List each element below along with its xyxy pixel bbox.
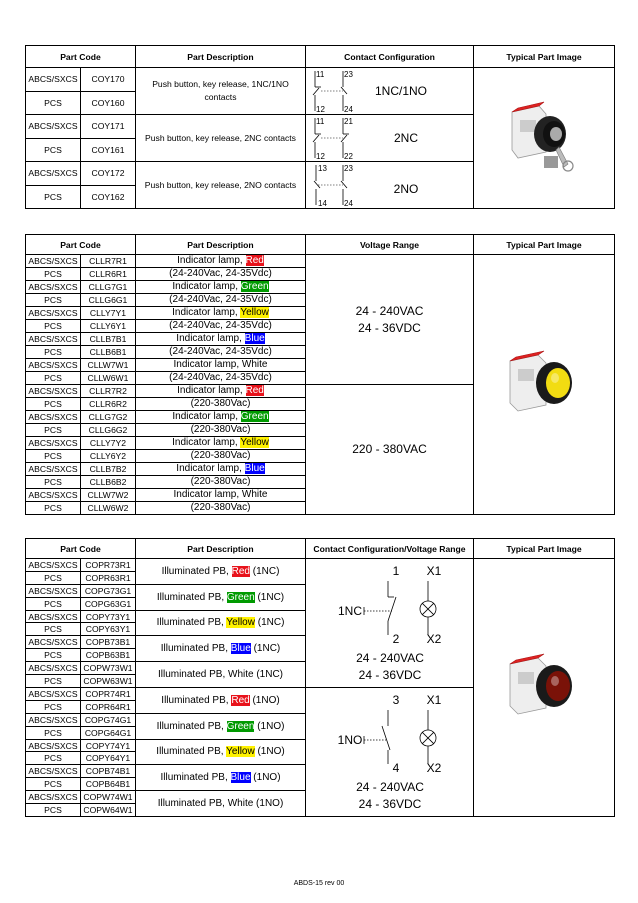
table-row	[26, 255, 615, 268]
series-cell: PCS	[26, 476, 81, 489]
description-text: (24-240Vac, 24-35Vdc)	[169, 268, 272, 279]
part-code-cell: COPG63G1	[81, 597, 136, 610]
part-code-cell: COPR63R1	[81, 571, 136, 584]
series-cell: PCS	[26, 320, 81, 333]
series-cell: PCS	[26, 502, 81, 515]
series-cell: PCS	[26, 804, 81, 817]
color-highlight: Blue	[230, 772, 251, 784]
series-cell: ABCS/SXCS	[26, 307, 81, 320]
part-code-cell: CLLW7W2	[81, 489, 136, 502]
part-code-cell: COY162	[81, 185, 136, 209]
part-code-cell: CLLB6B2	[81, 476, 136, 489]
series-cell: ABCS/SXCS	[26, 385, 81, 398]
part-code-cell: CLLY6Y2	[81, 450, 136, 463]
series-cell: PCS	[26, 398, 81, 411]
description-text: (1NC)	[254, 591, 285, 603]
header-part-code: Part Code	[26, 235, 136, 255]
table-header	[26, 46, 615, 68]
lamp-terminal-label: X2	[426, 632, 442, 646]
description-cell	[136, 610, 306, 636]
header-voltage-range: Voltage Range	[306, 235, 474, 255]
description-text: (24-240Vac, 24-35Vdc)	[169, 320, 272, 331]
part-code-cell: CLLW6W1	[81, 372, 136, 385]
part-code-cell: CLLY6Y1	[81, 320, 136, 333]
part-code-cell: COY160	[81, 91, 136, 115]
header-contact-configuration: Contact Configuration	[306, 46, 474, 68]
description-cell	[136, 463, 306, 476]
terminal-label: 23	[344, 70, 353, 79]
color-highlight: Red	[245, 255, 264, 266]
series-cell: PCS	[26, 649, 81, 662]
series-cell: ABCS/SXCS	[26, 713, 81, 726]
header-part-image: Typical Part Image	[474, 46, 615, 68]
series-cell: PCS	[26, 185, 81, 209]
series-cell: ABCS/SXCS	[26, 559, 81, 572]
color-highlight: Green	[226, 591, 255, 603]
config-label: 1NC/1NO	[374, 84, 428, 98]
description-text: Illuminated PB, White (1NC)	[157, 669, 284, 681]
description-cell	[136, 662, 306, 688]
description-cell	[136, 489, 306, 502]
description-cell	[136, 398, 306, 411]
contact-voltage-cell	[306, 688, 474, 817]
terminal-label: 22	[344, 152, 353, 161]
series-cell: PCS	[26, 752, 81, 765]
part-code-cell: COPW73W1	[81, 662, 136, 675]
contact-diagram	[306, 162, 474, 209]
pilot-light-icon	[504, 343, 584, 427]
nc-contact-lamp-diagram	[306, 559, 474, 687]
series-cell: ABCS/SXCS	[26, 255, 81, 268]
part-code-cell: CLLB7B2	[81, 463, 136, 476]
description-text: (220-380Vac)	[190, 424, 251, 435]
terminal-label: 1	[392, 564, 400, 578]
terminal-label: 11	[316, 117, 325, 126]
description-cell	[136, 294, 306, 307]
header-part-description: Part Description	[136, 46, 306, 68]
terminal-label: 14	[318, 199, 327, 208]
description-cell: Push button, key release, 2NC contacts	[136, 115, 306, 162]
part-code-cell: COPY74Y1	[81, 739, 136, 752]
part-code-cell: COY170	[81, 68, 136, 92]
lamp-symbol-icon	[420, 710, 436, 764]
description-text: Illuminated PB,	[161, 694, 232, 706]
description-cell	[136, 713, 306, 739]
description-text: Illuminated PB,	[160, 643, 231, 655]
terminal-label: 4	[392, 761, 400, 775]
description-cell	[136, 268, 306, 281]
description-cell	[136, 411, 306, 424]
description-text: Illuminated PB,	[156, 591, 227, 603]
series-cell: PCS	[26, 623, 81, 636]
description-cell	[136, 359, 306, 372]
series-cell: PCS	[26, 424, 81, 437]
terminal-label: 3	[392, 693, 400, 707]
voltage-range-cell	[306, 385, 474, 515]
table-header	[26, 539, 615, 559]
lamp-terminal-label: X1	[426, 693, 442, 707]
series-cell: PCS	[26, 700, 81, 713]
part-code-cell: COPR73R1	[81, 559, 136, 572]
description-text: Indicator lamp,	[176, 463, 245, 474]
part-code-cell: CLLG6G1	[81, 294, 136, 307]
series-cell: ABCS/SXCS	[26, 463, 81, 476]
part-code-cell: COPB64B1	[81, 778, 136, 791]
terminal-label: 2	[392, 632, 400, 646]
series-cell: PCS	[26, 372, 81, 385]
no-contact-lamp-diagram	[306, 688, 474, 816]
header-part-description: Part Description	[136, 235, 306, 255]
table-header	[26, 235, 615, 255]
part-code-cell: CLLW7W1	[81, 359, 136, 372]
series-cell: ABCS/SXCS	[26, 68, 81, 92]
description-text: (24-240Vac, 24-35Vdc)	[169, 346, 272, 357]
switch-symbol-icon	[364, 710, 390, 764]
description-text: (1NC)	[250, 643, 281, 655]
series-cell: PCS	[26, 597, 81, 610]
part-code-cell: COPG64G1	[81, 726, 136, 739]
contact-type-label: 1NC	[337, 604, 363, 618]
part-code-cell: COPB63B1	[81, 649, 136, 662]
part-code-cell: CLLR6R1	[81, 268, 136, 281]
description-text: Illuminated PB,	[156, 746, 227, 758]
color-highlight: Yellow	[240, 307, 269, 318]
description-cell	[136, 584, 306, 610]
part-image-indicator-lamp	[474, 255, 615, 515]
series-cell: ABCS/SXCS	[26, 162, 81, 186]
part-code-cell: COPY64Y1	[81, 752, 136, 765]
part-code-cell: COPW64W1	[81, 804, 136, 817]
part-code-cell: COPW63W1	[81, 675, 136, 688]
color-highlight: Blue	[244, 333, 265, 344]
series-cell: ABCS/SXCS	[26, 791, 81, 804]
color-highlight: Red	[231, 565, 250, 577]
description-text: Indicator lamp,	[177, 385, 246, 396]
terminal-label: 13	[318, 164, 327, 173]
config-label: 2NO	[393, 182, 419, 196]
description-text: (24-240Vac, 24-35Vdc)	[169, 372, 272, 383]
lamp-symbol-icon	[420, 581, 436, 635]
description-text: Indicator lamp,	[177, 255, 246, 266]
description-cell	[136, 333, 306, 346]
color-highlight: Green	[240, 281, 269, 292]
series-cell: PCS	[26, 726, 81, 739]
series-cell: ABCS/SXCS	[26, 437, 81, 450]
description-text: (1NC)	[249, 565, 280, 577]
part-code-cell: CLLR7R2	[81, 385, 136, 398]
table-key-release	[25, 45, 615, 209]
part-code-cell: CLLR6R2	[81, 398, 136, 411]
description-cell	[136, 739, 306, 765]
series-cell: ABCS/SXCS	[26, 411, 81, 424]
description-text: Illuminated PB,	[161, 565, 232, 577]
series-cell: ABCS/SXCS	[26, 333, 81, 346]
part-code-cell: COPR64R1	[81, 700, 136, 713]
contact-type-label: 1NO	[337, 733, 363, 747]
part-code-cell: COY172	[81, 162, 136, 186]
color-highlight: Red	[231, 694, 250, 706]
contact-diagram	[306, 115, 474, 162]
description-cell	[136, 372, 306, 385]
description-text: Illuminated PB,	[156, 720, 227, 732]
series-cell: ABCS/SXCS	[26, 584, 81, 597]
description-text: Illuminated PB,	[156, 617, 227, 629]
series-cell: PCS	[26, 450, 81, 463]
description-cell	[136, 307, 306, 320]
part-code-cell: CLLB6B1	[81, 346, 136, 359]
terminal-label: 24	[344, 199, 353, 208]
part-code-cell: COPB74B1	[81, 765, 136, 778]
description-cell	[136, 450, 306, 463]
series-cell: ABCS/SXCS	[26, 688, 81, 701]
contact-voltage-cell	[306, 559, 474, 688]
description-text: Indicator lamp,	[176, 333, 245, 344]
table-row	[26, 68, 615, 92]
description-text: Indicator lamp,	[172, 411, 241, 422]
description-text: (24-240Vac, 24-35Vdc)	[169, 294, 272, 305]
part-code-cell: COPY73Y1	[81, 610, 136, 623]
description-text: (1NO)	[250, 772, 281, 784]
description-cell	[136, 688, 306, 714]
header-part-code: Part Code	[26, 46, 136, 68]
part-code-cell: CLLB7B1	[81, 333, 136, 346]
footer-revision: ABDS-15 rev 00	[293, 880, 345, 887]
series-cell: ABCS/SXCS	[26, 765, 81, 778]
lamp-terminal-label: X2	[426, 761, 442, 775]
description-cell	[136, 424, 306, 437]
series-cell: PCS	[26, 675, 81, 688]
description-text: Indicator lamp, White	[173, 359, 268, 370]
contact-diagram	[306, 68, 474, 115]
series-cell: PCS	[26, 346, 81, 359]
part-code-cell: CLLW6W2	[81, 502, 136, 515]
series-cell: ABCS/SXCS	[26, 662, 81, 675]
part-code-cell: CLLY7Y2	[81, 437, 136, 450]
description-text: Illuminated PB,	[160, 772, 231, 784]
description-cell	[136, 346, 306, 359]
color-highlight: Red	[245, 385, 264, 396]
lamp-terminal-label: X1	[426, 564, 442, 578]
description-cell	[136, 385, 306, 398]
pilot-light-icon	[504, 646, 584, 730]
description-text: Indicator lamp,	[172, 307, 241, 318]
table-illuminated-pb	[25, 538, 615, 817]
description-cell	[136, 437, 306, 450]
config-label: 2NC	[393, 131, 419, 145]
part-code-cell: COPR74R1	[81, 688, 136, 701]
series-cell: ABCS/SXCS	[26, 359, 81, 372]
header-part-description: Part Description	[136, 539, 306, 559]
terminal-label: 12	[316, 152, 325, 161]
key-switch-icon	[512, 102, 573, 171]
description-text: (220-380Vac)	[190, 476, 251, 487]
voltage-line: 24 - 36VDC	[358, 797, 422, 811]
part-code-cell: COPB73B1	[81, 636, 136, 649]
terminal-label: 12	[316, 105, 325, 114]
part-code-cell: COPY63Y1	[81, 623, 136, 636]
color-highlight: Blue	[244, 463, 265, 474]
color-highlight: Yellow	[226, 617, 255, 629]
series-cell: ABCS/SXCS	[26, 610, 81, 623]
part-image-illuminated-pb	[474, 559, 615, 817]
description-text: Indicator lamp,	[172, 437, 241, 448]
description-text: Indicator lamp,	[172, 281, 241, 292]
description-text: Illuminated PB, White (1NO)	[157, 798, 284, 810]
terminal-label: 23	[344, 164, 353, 173]
terminal-label: 24	[344, 105, 353, 114]
voltage-line: 24 - 36VDC	[358, 668, 422, 682]
description-cell	[136, 255, 306, 268]
description-text: (220-380Vac)	[190, 398, 251, 409]
header-part-image: Typical Part Image	[474, 539, 615, 559]
series-cell: ABCS/SXCS	[26, 281, 81, 294]
description-cell: Push button, key release, 2NO contacts	[136, 162, 306, 209]
description-cell	[136, 559, 306, 585]
series-cell: PCS	[26, 294, 81, 307]
series-cell: ABCS/SXCS	[26, 489, 81, 502]
voltage-line: 24 - 240VAC	[356, 780, 424, 794]
part-code-cell: CLLG6G2	[81, 424, 136, 437]
series-cell: PCS	[26, 571, 81, 584]
description-cell	[136, 281, 306, 294]
header-contact-voltage: Contact Configuration/Voltage Range	[306, 539, 474, 559]
part-code-cell: CLLG7G1	[81, 281, 136, 294]
part-code-cell: COPW74W1	[81, 791, 136, 804]
description-cell	[136, 791, 306, 817]
part-code-cell: COY171	[81, 115, 136, 139]
table-indicator-lamps	[25, 234, 615, 515]
voltage-line: 24 - 240VAC	[355, 303, 424, 318]
description-text: Indicator lamp, White	[173, 489, 268, 500]
terminal-label: 11	[316, 70, 325, 79]
header-part-image: Typical Part Image	[474, 235, 615, 255]
series-cell: ABCS/SXCS	[26, 739, 81, 752]
part-code-cell: CLLY7Y1	[81, 307, 136, 320]
description-cell	[136, 636, 306, 662]
part-code-cell: CLLG7G2	[81, 411, 136, 424]
color-highlight: Green	[226, 720, 255, 732]
part-code-cell: COPG73G1	[81, 584, 136, 597]
description-cell: Push button, key release, 1NC/1NO contacts	[136, 68, 306, 115]
description-text: (1NC)	[254, 617, 285, 629]
color-highlight: Blue	[230, 643, 251, 655]
description-text: (220-380Vac)	[190, 450, 251, 461]
color-highlight: Yellow	[226, 746, 255, 758]
table-row	[26, 559, 615, 572]
terminal-label: 21	[344, 117, 353, 126]
part-code-cell: COY161	[81, 138, 136, 162]
part-code-cell: COPG74G1	[81, 713, 136, 726]
series-cell: PCS	[26, 138, 81, 162]
switch-symbol-icon	[364, 581, 396, 635]
description-text: (1NO)	[254, 746, 285, 758]
series-cell: PCS	[26, 778, 81, 791]
series-cell: ABCS/SXCS	[26, 636, 81, 649]
voltage-line: 24 - 36VDC	[358, 320, 421, 335]
voltage-range-cell	[306, 255, 474, 385]
part-image-key-switch	[474, 68, 615, 209]
part-code-cell: CLLR7R1	[81, 255, 136, 268]
series-cell: ABCS/SXCS	[26, 115, 81, 139]
header-part-code: Part Code	[26, 539, 136, 559]
description-text: (1NO)	[249, 694, 280, 706]
voltage-line: 220 - 380VAC	[352, 442, 427, 456]
color-highlight: Yellow	[240, 437, 269, 448]
voltage-line: 24 - 240VAC	[356, 651, 424, 665]
description-cell	[136, 320, 306, 333]
series-cell: PCS	[26, 91, 81, 115]
description-cell	[136, 476, 306, 489]
description-text: (1NO)	[254, 720, 285, 732]
series-cell: PCS	[26, 268, 81, 281]
color-highlight: Green	[240, 411, 269, 422]
description-text: (220-380Vac)	[190, 502, 251, 513]
description-cell	[136, 765, 306, 791]
description-cell	[136, 502, 306, 515]
